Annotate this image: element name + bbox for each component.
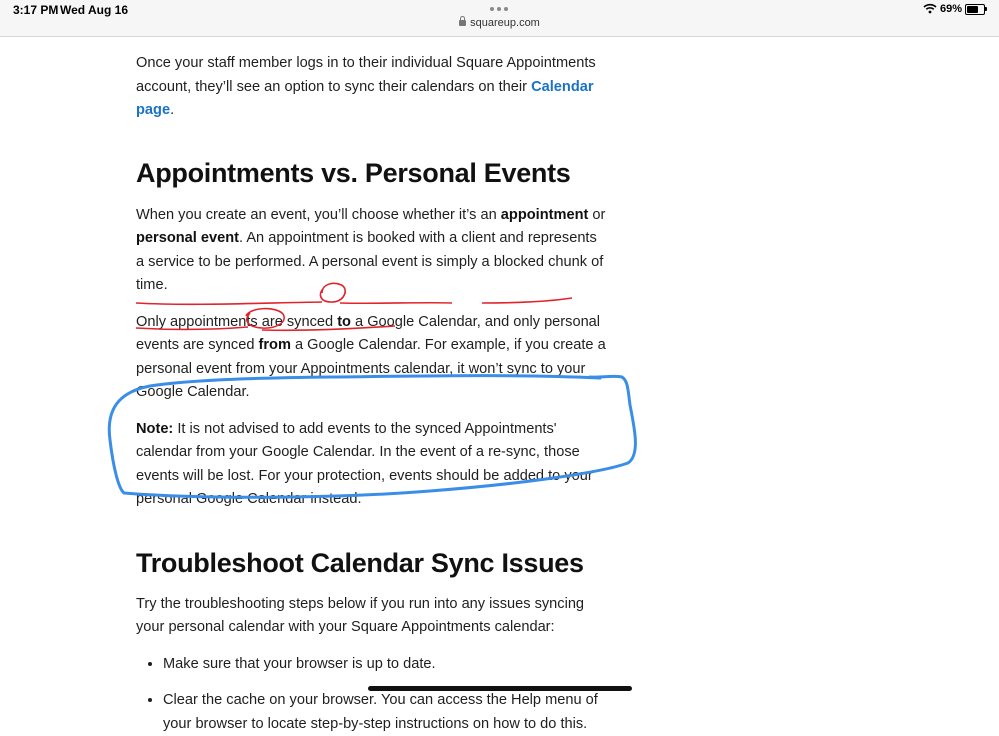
address-bar[interactable]: [0, 17, 999, 29]
lock-icon: [459, 20, 466, 26]
battery-icon: [965, 4, 985, 15]
p2-text1: Only appointments are synced: [136, 314, 337, 330]
status-date: Wed Aug 16: [60, 3, 128, 17]
wifi-icon: [923, 3, 937, 14]
heading-troubleshoot: Troubleshoot Calendar Sync Issues: [136, 548, 606, 579]
battery-percent: 69%: [940, 3, 962, 15]
list-item: • Make sure that your browser is up to date.: [163, 653, 606, 677]
p1-bold-appointment: appointment: [501, 207, 589, 223]
p2-bold-to: to: [337, 314, 351, 330]
troubleshoot-list: [136, 653, 606, 736]
paragraph-troubleshoot-intro: Try the troubleshooting steps below if you run into any issues syncing your personal calendar with your Square Appointments calendar:: [136, 593, 606, 640]
url-text: squareup.com: [470, 17, 540, 29]
list-item: • Clear the cache on your browser. You can access the Help menu of your browser to locate step-by-step instructions on how to do this.: [163, 689, 606, 736]
p1-text2: or: [588, 207, 605, 223]
tab-overview-dots-icon[interactable]: [490, 7, 508, 11]
note-text: It is not advised to add events to the synced Appointments' calendar from your Google Calendar. In the event of a re-sync, those events will be lost. For your protection, events should be added to your personal Google Calendar instead.: [136, 421, 593, 508]
paragraph-event-types: [136, 204, 606, 298]
article: [136, 52, 606, 736]
p2-text2: a Google Calendar, and only personal events are synced: [136, 314, 600, 354]
status-bar: [0, 0, 999, 37]
note-label: Note:: [136, 421, 173, 437]
status-time: 3:17 PM: [13, 3, 58, 17]
p1-text1: When you create an event, you’ll choose whether it’s an: [136, 207, 501, 223]
paragraph-sync-direction: [136, 311, 606, 405]
p1-bold-personal-event: personal event: [136, 230, 239, 246]
p2-bold-from: from: [259, 337, 291, 353]
p2-text3: a Google Calendar. For example, if you create a personal event from your Appointments calendar, it won’t sync to your Google Calendar.: [136, 337, 606, 400]
note-paragraph: [136, 418, 606, 512]
intro-end: .: [170, 102, 174, 118]
intro-paragraph: [136, 52, 606, 123]
home-indicator[interactable]: [368, 686, 632, 691]
intro-text: Once your staff member logs in to their individual Square Appointments account, they’ll see an option to sync their calendars on their: [136, 55, 596, 95]
calendar-page-link[interactable]: Calendar page: [136, 79, 594, 119]
heading-appointments-vs-personal: Appointments vs. Personal Events: [136, 158, 606, 189]
p1-text3: . An appointment is booked with a client and represents a service to be performed. A personal event is simply a blocked chunk of time.: [136, 230, 603, 293]
